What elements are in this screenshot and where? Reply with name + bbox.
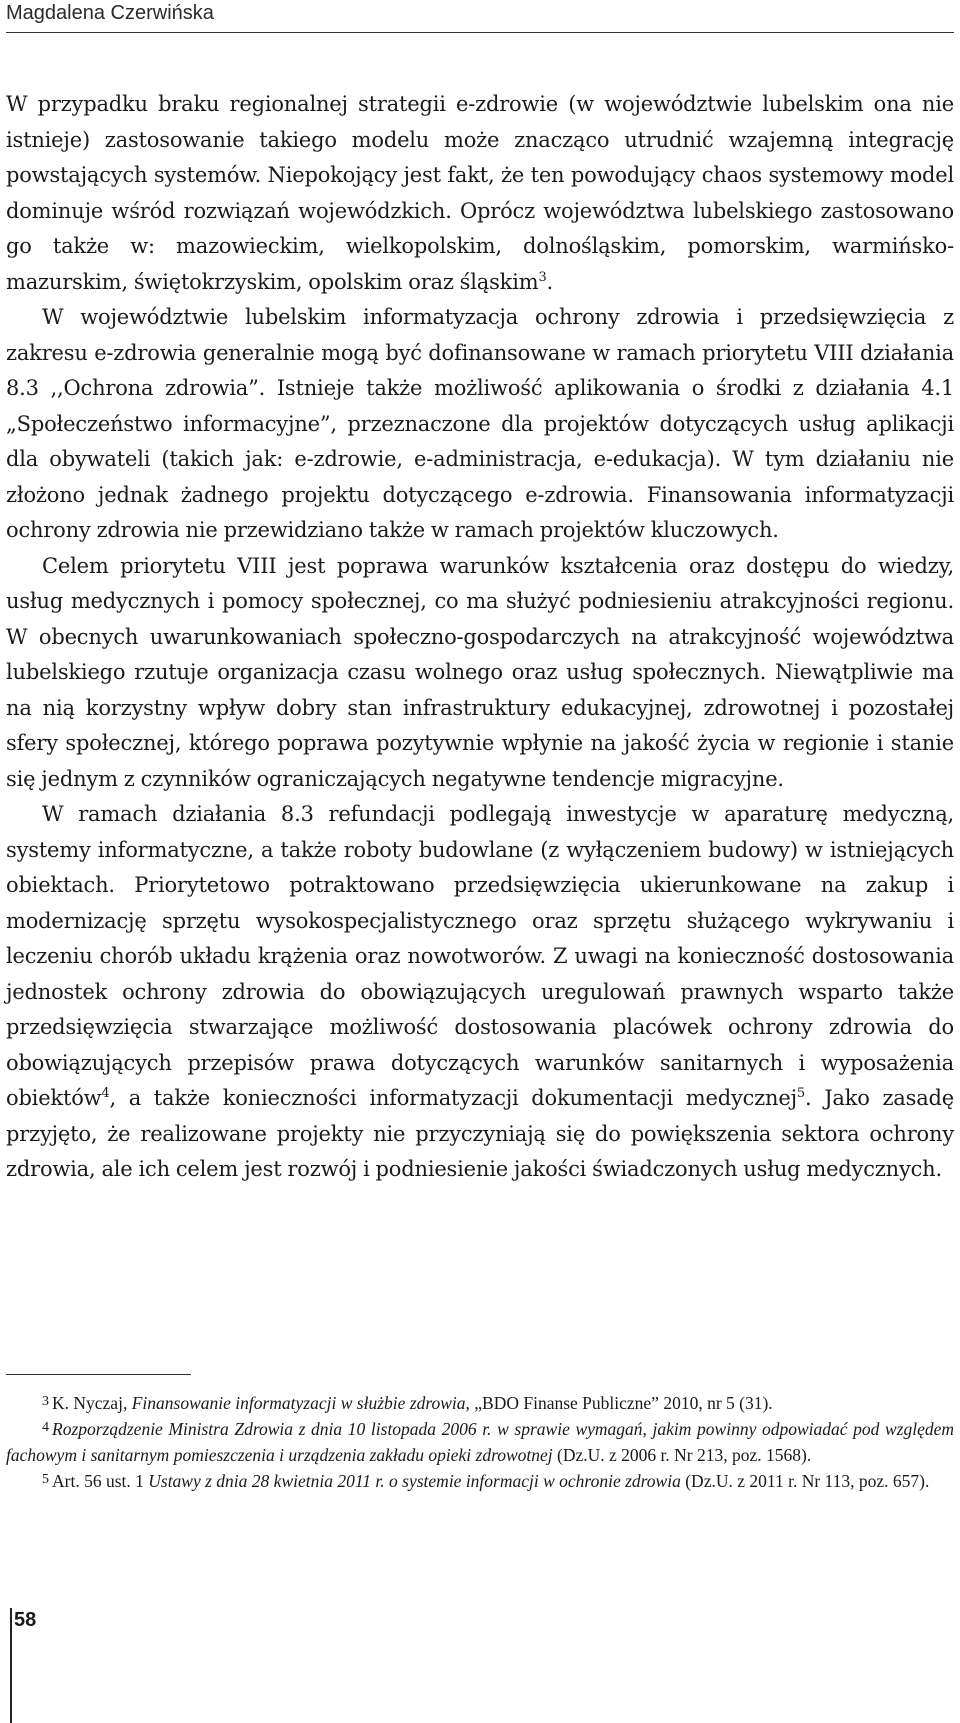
paragraph-4: W ramach działania 8.3 refundacji podlegają inwestycje w aparaturę medyczną, systemy informatyczne, a także roboty budowlane (z wyłączeniem budowy) w istniejących obiektach. Priorytetowo potraktowano przedsięwzięcia ukierunkowane na zakup i modernizację sprzętu wysokospecjalistycznego oraz sprzętu służącego wykrywaniu i leczeniu chorób układu krążenia oraz nowotworów. Z uwagi na konieczność dostosowania jednostek ochrony zdrowia do obowiązujących uregulowań prawnych wsparto także przedsięwzięcia stwarzające możliwość dostosowania placówek ochrony zdrowia do obowiązujących przepisów prawa dotyczących warunków sanitarnych i wyposażenia obiektów$^4$, a także konieczności informatyzacji dokumentacji medycznej$^5$. Jako zasadę przyjęto, że realizowane projekty nie przyczyniają się do powiększenia sektora ochrony zdrowia, ale ich celem jest rozwój i podniesienie jakości świadczonych usług medycznych. [6, 802, 954, 1181]
footnote-ref-5[interactable]: 5 [796, 1086, 805, 1101]
page-number: 58 [14, 1609, 37, 1631]
footnote-4: $^4$ Rozporządzenie Ministra Zdrowia z dnia 10 listopada 2006 r. w sprawie wymagań, jakim powinny odpowiadać pod względem fachowym i sanitarnym pomieszczenia i urządzenia zakładu opieki zdrowotnej (Dz.U. z 2006 r. Nr 213, poz. 1568). [6, 1419, 954, 1465]
header-rule [6, 32, 954, 33]
body-text [6, 87, 954, 1188]
footnote-3: $^3$ K. Nyczaj, Finansowanie informatyzacji w służbie zdrowia, „BDO Finanse Publiczne” 2010, nr 5 (31). [42, 1393, 773, 1413]
running-head: Magdalena Czerwińska [6, 2, 214, 24]
paragraph-1: W przypadku braku regionalnej strategii e-zdrowie (w województwie lubelskim ona nie istnieje) zastosowanie takiego modelu może znacząco utrudnić wzajemną integrację powstających systemów. Niepokojący jest fakt, że ten powodujący chaos systemowy model dominuje wśród rozwiązań wojewódzkich. Oprócz województwa lubelskiego zastosowano go także w: mazowieckim, wielkopolskim, dolnośląskim, pomorskim, warmińsko-mazurskim, świętokrzyskim, opolskim oraz śląskim$^3$. [6, 92, 954, 294]
footnote-ref-3[interactable]: 3 [538, 269, 547, 285]
footnote-rule [6, 1374, 191, 1375]
footnotes [6, 1390, 954, 1494]
paragraph-2: W województwie lubelskim informatyzacja ochrony zdrowia i przedsięwzięcia z zakresu e-zdrowia generalnie mogą być dofinansowane w ramach priorytetu VIII działania 8.3 ,,Ochrona zdrowia”. Istnieje także możliwość aplikowania o środki z działania 4.1 „Społeczeństwo informacyjne”, przeznaczone dla projektów dotyczących usług aplikacji dla obywateli (takich jak: e-zdrowie, e-administracja, e-edukacja). W tym działaniu nie złożono jednak żadnego projektu dotyczącego e-zdrowia. Finansowania informatyzacji ochrony zdrowia nie przewidziano także w ramach projektów kluczowych. [6, 305, 954, 542]
paragraph-3: Celem priorytetu VIII jest poprawa warunków kształcenia oraz dostępu do wiedzy, usług medycznych i pomocy społecznej, co ma służyć podniesieniu atrakcyjności regionu. W obecnych uwarunkowaniach społeczno-gospodarczych na atrakcyjność województwa lubelskiego rzutuje organizacja czasu wolnego oraz usług społecznych. Niewątpliwie ma na nią korzystny wpływ dobry stan infrastruktury edukacyjnej, zdrowotnej i pozostałej sfery społecznej, którego poprawa pozytywnie wpłynie na jakość życia w regionie i stanie się jednym z czynników ograniczających negatywne tendencje migracyjne. [6, 553, 954, 791]
page-number-bar [10, 1608, 12, 1723]
footnote-ref-4[interactable]: 4 [101, 1086, 110, 1101]
footnote-5: $^5$ Art. 56 ust. 1 Ustawy z dnia 28 kwietnia 2011 r. o systemie informacji w ochronie zdrowia (Dz.U. z 2011 r. Nr 113, poz. 657). [42, 1471, 930, 1491]
